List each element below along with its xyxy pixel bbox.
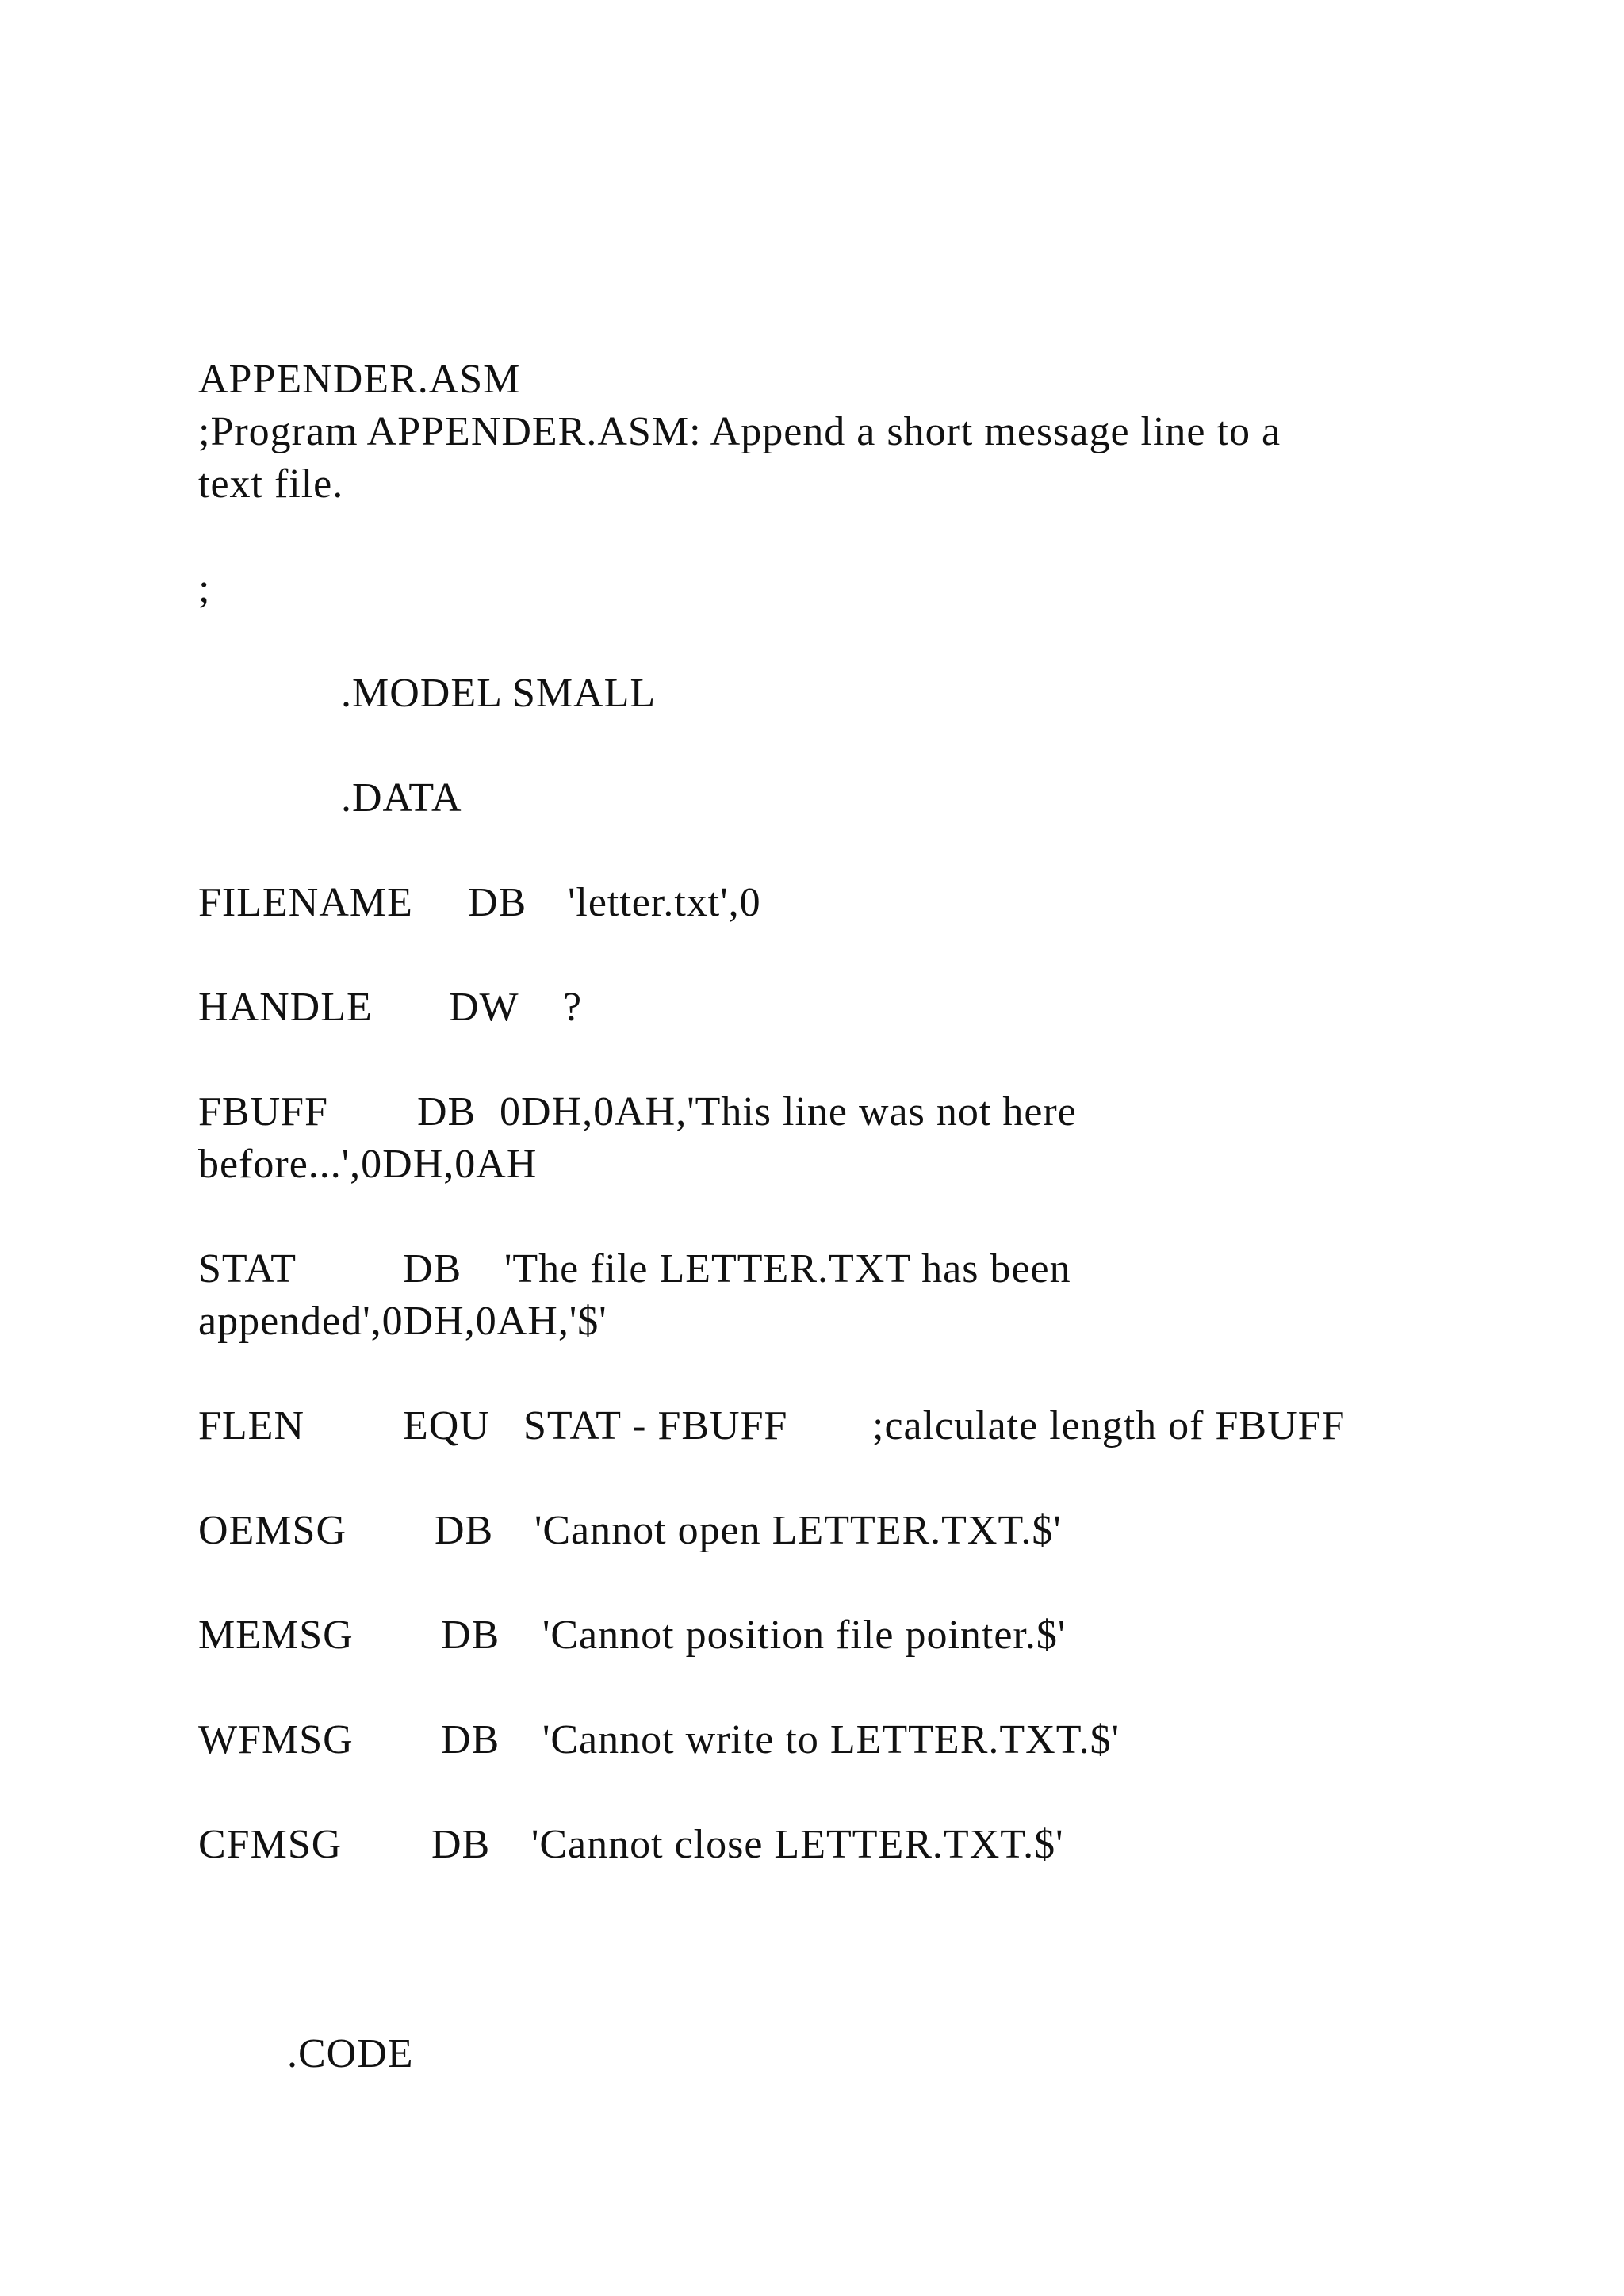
definition-name: WFMSG <box>198 1717 354 1762</box>
model-directive: .MODEL SMALL <box>341 671 657 716</box>
definition-op: DB <box>441 1613 500 1658</box>
definition-op: EQU <box>403 1403 490 1448</box>
comment-semicolon: ; <box>198 566 211 611</box>
definition-operand: 'Cannot open LETTER.TXT.$' <box>534 1508 1062 1553</box>
definition-operand: ? <box>563 985 583 1030</box>
definition-name: STAT <box>198 1246 297 1292</box>
definition-operand: 0DH,0AH,'This line was not here <box>500 1089 1077 1135</box>
definition-operand: 'Cannot position file pointer.$' <box>542 1613 1067 1658</box>
data-directive: .DATA <box>341 775 462 821</box>
definition-op: DB <box>435 1508 494 1553</box>
program-comment-line-1: ;Program APPENDER.ASM: Append a short message line to a <box>198 409 1281 454</box>
definition-operand: 'Cannot write to LETTER.TXT.$' <box>542 1717 1120 1762</box>
code-directive: .CODE <box>287 2031 414 2076</box>
definition-continuation-stat: appended',0DH,0AH,'$' <box>198 1299 607 1344</box>
definition-op: DW <box>449 985 519 1030</box>
program-comment-line-2: text file. <box>198 461 344 507</box>
definition-op: DB <box>403 1246 462 1292</box>
definition-comment: ;calculate length of FBUFF <box>872 1403 1346 1448</box>
definition-name: OEMSG <box>198 1508 347 1553</box>
definition-continuation-fbuff: before...',0DH,0AH <box>198 1142 538 1187</box>
definition-op: DB <box>468 880 527 925</box>
definition-name: FLEN <box>198 1403 304 1448</box>
definition-op: DB <box>417 1089 477 1135</box>
definition-op: DB <box>431 1822 491 1867</box>
definition-operand: 'The file LETTER.TXT has been <box>504 1246 1071 1292</box>
definition-name: CFMSG <box>198 1822 343 1867</box>
definition-name: HANDLE <box>198 985 373 1030</box>
document-title: APPENDER.ASM <box>198 357 521 402</box>
definition-name: FBUFF <box>198 1089 328 1135</box>
definition-operand: 'Cannot close LETTER.TXT.$' <box>531 1822 1064 1867</box>
definition-name: MEMSG <box>198 1613 354 1658</box>
definition-operand: STAT - FBUFF <box>523 1403 788 1448</box>
definition-name: FILENAME <box>198 880 413 925</box>
definition-op: DB <box>441 1717 500 1762</box>
definition-operand: 'letter.txt',0 <box>568 880 761 925</box>
